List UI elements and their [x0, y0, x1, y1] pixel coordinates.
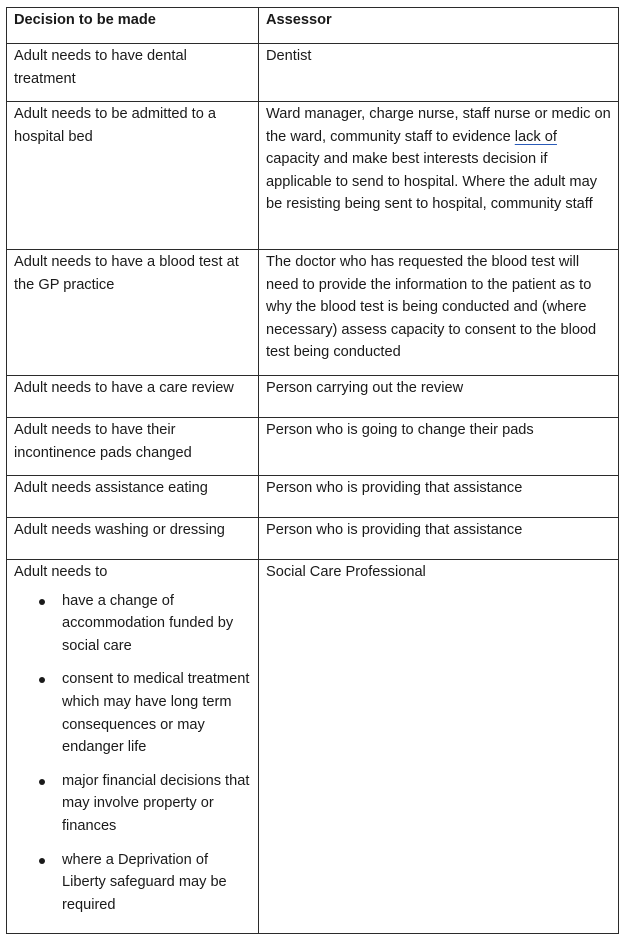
- table-row: [7, 44, 619, 102]
- assessor-cell: Person carrying out the review: [259, 376, 619, 418]
- lack-of-link[interactable]: lack of: [514, 128, 557, 145]
- table-row: [7, 102, 619, 250]
- bullet-icon: [39, 677, 45, 683]
- list-item-text: consent to medical treatment which may have long term consequences or may endanger life: [62, 671, 250, 756]
- assessor-cell: Dentist: [259, 44, 619, 102]
- list-item: [62, 668, 252, 758]
- assessor-cell: Person who is providing that assistance: [259, 518, 619, 560]
- assessor-text: Ward manager, charge nurse, staff nurse or medic on the ward, community staff to evidence: [266, 106, 611, 145]
- assessor-cell: Social Care Professional: [259, 560, 619, 934]
- list-item: [62, 849, 252, 917]
- assessor-cell: The doctor who has requested the blood test will need to provide the information to the patient as to why the blood test is being conducted and (where necessary) assess capacity to consent to the blood test being conducted: [259, 250, 619, 376]
- decision-cell: Adult needs assistance eating: [7, 476, 259, 518]
- decision-cell: Adult needs washing or dressing: [7, 518, 259, 560]
- bullet-icon: [39, 858, 45, 864]
- decision-cell: Adult needs to have their incontinence pads changed: [7, 418, 259, 476]
- assessor-text: capacity and make best interests decision if applicable to send to hospital. Where the adult may be resisting being sent to hospital, community staff: [266, 151, 597, 213]
- table-row: [7, 418, 619, 476]
- list-item-text: have a change of accommodation funded by social care: [62, 592, 234, 654]
- list-item: [62, 590, 252, 658]
- list-item: [62, 770, 252, 838]
- table-row: [7, 250, 619, 376]
- table-row: [7, 518, 619, 560]
- assessor-cell: Person who is going to change their pads: [259, 418, 619, 476]
- header-decision: Decision to be made: [7, 8, 259, 44]
- header-assessor: Assessor: [259, 8, 619, 44]
- decision-intro: Adult needs to: [14, 564, 108, 580]
- list-item-text: major financial decisions that may involve property or finances: [62, 772, 250, 834]
- decision-cell: Adult needs to have a care review: [7, 376, 259, 418]
- decision-assessor-table: [6, 7, 619, 934]
- bullet-icon: [39, 599, 45, 605]
- assessor-cell: Person who is providing that assistance: [259, 476, 619, 518]
- decision-cell: [7, 560, 259, 934]
- header-row: [7, 8, 619, 44]
- table-row: [7, 560, 619, 934]
- decision-cell: Adult needs to have dental treatment: [7, 44, 259, 102]
- bullet-icon: [39, 779, 45, 785]
- list-item-text: where a Deprivation of Liberty safeguard may be required: [62, 851, 227, 913]
- table-row: [7, 476, 619, 518]
- assessor-cell: [259, 102, 619, 250]
- table-row: [7, 376, 619, 418]
- decision-cell: Adult needs to be admitted to a hospital bed: [7, 102, 259, 250]
- decision-cell: Adult needs to have a blood test at the GP practice: [7, 250, 259, 376]
- decision-bullet-list: [14, 590, 252, 917]
